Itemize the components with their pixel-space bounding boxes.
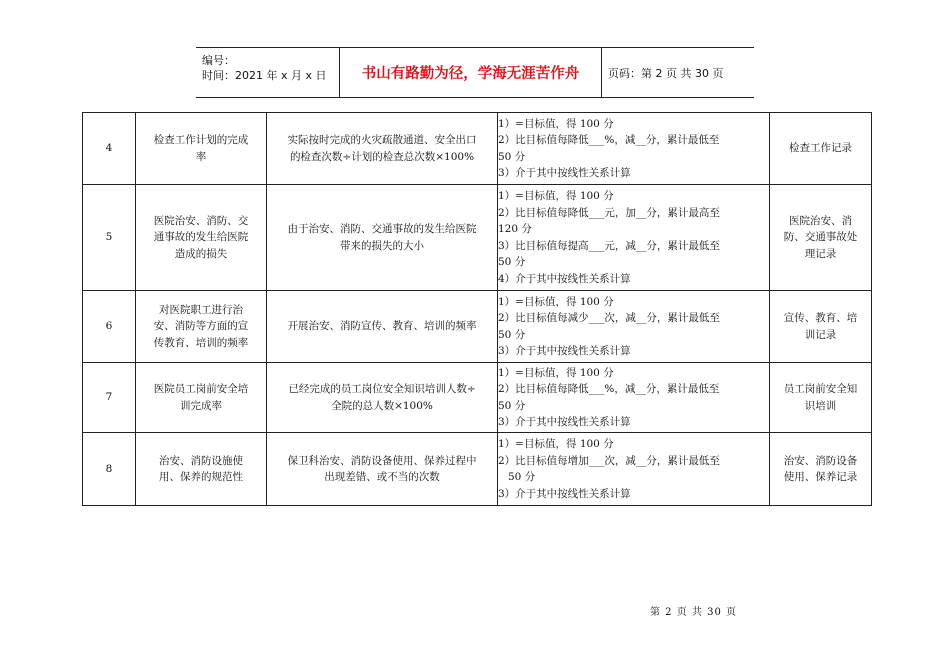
indicator-name-line: 对医院职工进行治: [159, 303, 243, 316]
table-row: [83, 433, 872, 506]
indicator-name: [136, 363, 267, 433]
indicator-name-line: 医院员工岗前安全培: [153, 383, 249, 395]
definition-line: 全院的总人数×100%: [331, 399, 433, 412]
data-source-line: 识培训: [804, 399, 837, 412]
scoring-rule-line: 2）比目标值每降低___元，加__分，累计最高至: [498, 206, 720, 219]
scoring-rule-line: 2）比目标值每降低___%，减__分，累计最低至: [498, 134, 720, 146]
scoring-rule-line: 2）比目标值每减少___次，减__分，累计最低至: [498, 312, 720, 324]
definition-line: 保卫科治安、消防设备使用、保养过程中: [287, 454, 477, 467]
scoring-rule-line: 1）=目标值，得 100 分: [498, 438, 614, 450]
indicator-name-line: 医院治安、消防、交: [153, 214, 249, 227]
scoring-rules: [498, 433, 770, 506]
row-number: 4: [83, 113, 136, 185]
data-source-line: 理记录: [804, 247, 837, 260]
indicator-name: [136, 185, 267, 291]
indicator-definition: [267, 433, 498, 506]
definition-line: 由于治安、消防、交通事故的发生给医院: [287, 223, 477, 235]
data-source-line: 宣传、教育、培: [783, 312, 858, 324]
indicator-name: [136, 433, 267, 506]
data-source: [770, 291, 872, 363]
scoring-rule-line: 3）介于其中按线性关系计算: [498, 487, 631, 500]
indicator-name-line: 训完成率: [180, 399, 222, 412]
scoring-rule-line: 3）介于其中按线性关系计算: [498, 416, 631, 428]
scoring-rule-line: 3）比目标值每提高___元，减__分，累计最低至: [498, 239, 720, 252]
scoring-rule-line: 1）=目标值，得 100 分: [498, 366, 614, 379]
indicator-name-line: 通事故的发生给医院: [153, 231, 249, 244]
indicator-definition: [267, 291, 498, 363]
indicator-name-line: 安、消防等方面的宣: [153, 320, 249, 333]
data-source: [770, 185, 872, 291]
number-label: 编号：: [202, 54, 235, 67]
time-label: 时间：2021 年 x 月 x 日: [202, 69, 327, 82]
data-source-line: 防、交通事故处: [783, 231, 858, 244]
indicator-definition: [267, 113, 498, 185]
page-label: 页码：第 2 页 共 30 页: [608, 66, 724, 80]
indicator-name-line: 率: [195, 150, 207, 163]
data-source-line: 医院治安、消: [789, 214, 852, 227]
data-source: [770, 363, 872, 433]
scoring-rule-line: 1）=目标值，得 100 分: [498, 295, 614, 308]
scoring-rules: [498, 113, 770, 185]
indicator-name: [136, 113, 267, 185]
table-row: [83, 185, 872, 291]
row-number: 7: [83, 363, 136, 433]
scoring-rule-line: 1）=目标值，得 100 分: [498, 117, 614, 130]
definition-line: 出现差错、或不当的次数: [324, 471, 440, 483]
scoring-rule-line: 2）比目标值每降低___%，减__分，累计最低至: [498, 383, 720, 395]
definition-line: 实际按时完成的火灾疏散通道、安全出口: [287, 134, 477, 146]
data-source-line: 员工岗前安全知: [783, 383, 858, 395]
indicator-name-line: 检查工作计划的完成: [153, 134, 249, 146]
scoring-rules: [498, 363, 770, 433]
data-source-line: 训记录: [804, 328, 837, 341]
data-source: [770, 113, 872, 185]
scoring-rule-line: 3）介于其中按线性关系计算: [498, 345, 631, 357]
indicator-table: [82, 112, 872, 506]
data-source-line: 检查工作记录: [789, 142, 852, 155]
scoring-rule-line: 50 分: [508, 471, 536, 483]
scoring-rule-line: 1）=目标值，得 100 分: [498, 190, 614, 202]
scoring-rules: [498, 185, 770, 291]
scoring-rule-line: 3）介于其中按线性关系计算: [498, 167, 631, 179]
indicator-definition: [267, 185, 498, 291]
indicator-name: [136, 291, 267, 363]
table-row: [83, 363, 872, 433]
scoring-rules: [498, 291, 770, 363]
scoring-rule-line: 2）比目标值每增加___次，减__分，累计最低至: [498, 454, 720, 467]
scoring-rule-line: 4）介于其中按线性关系计算: [498, 272, 631, 285]
data-source-line: 治安、消防设备: [783, 454, 858, 467]
scoring-rule-line: 50 分: [498, 256, 526, 268]
table-row: [83, 291, 872, 363]
header-meta: [196, 48, 340, 97]
definition-line: 开展治安、消防宣传、教育、培训的频率: [287, 320, 477, 333]
scoring-rule-line: 50 分: [498, 328, 526, 341]
row-number: 6: [83, 291, 136, 363]
page-header: [196, 47, 754, 98]
indicator-name-line: 传教育、培训的频率: [153, 336, 249, 349]
indicator-definition: [267, 363, 498, 433]
definition-line: 已经完成的员工岗位安全知识培训人数÷: [288, 383, 476, 395]
row-number: 8: [83, 433, 136, 506]
definition-line: 带来的损失的大小: [340, 239, 424, 252]
scoring-rule-line: 50 分: [498, 399, 526, 412]
scoring-rule-line: 50 分: [498, 150, 526, 163]
table-row: [83, 113, 872, 185]
indicator-name-line: 造成的损失: [174, 247, 228, 260]
page-footer: 第 2 页 共 30 页: [650, 607, 737, 618]
indicator-name-line: 治安、消防设施使: [159, 454, 243, 467]
data-source-line: 使用、保养记录: [783, 471, 858, 483]
data-source: [770, 433, 872, 506]
row-number: 5: [83, 185, 136, 291]
definition-line: 的检查次数÷计划的检查总次数×100%: [289, 150, 475, 163]
indicator-name-line: 用、保养的规范性: [159, 471, 243, 483]
motto: 书山有路勤为径，学海无涯苦作舟: [340, 48, 602, 97]
scoring-rule-line: 120 分: [498, 223, 532, 235]
